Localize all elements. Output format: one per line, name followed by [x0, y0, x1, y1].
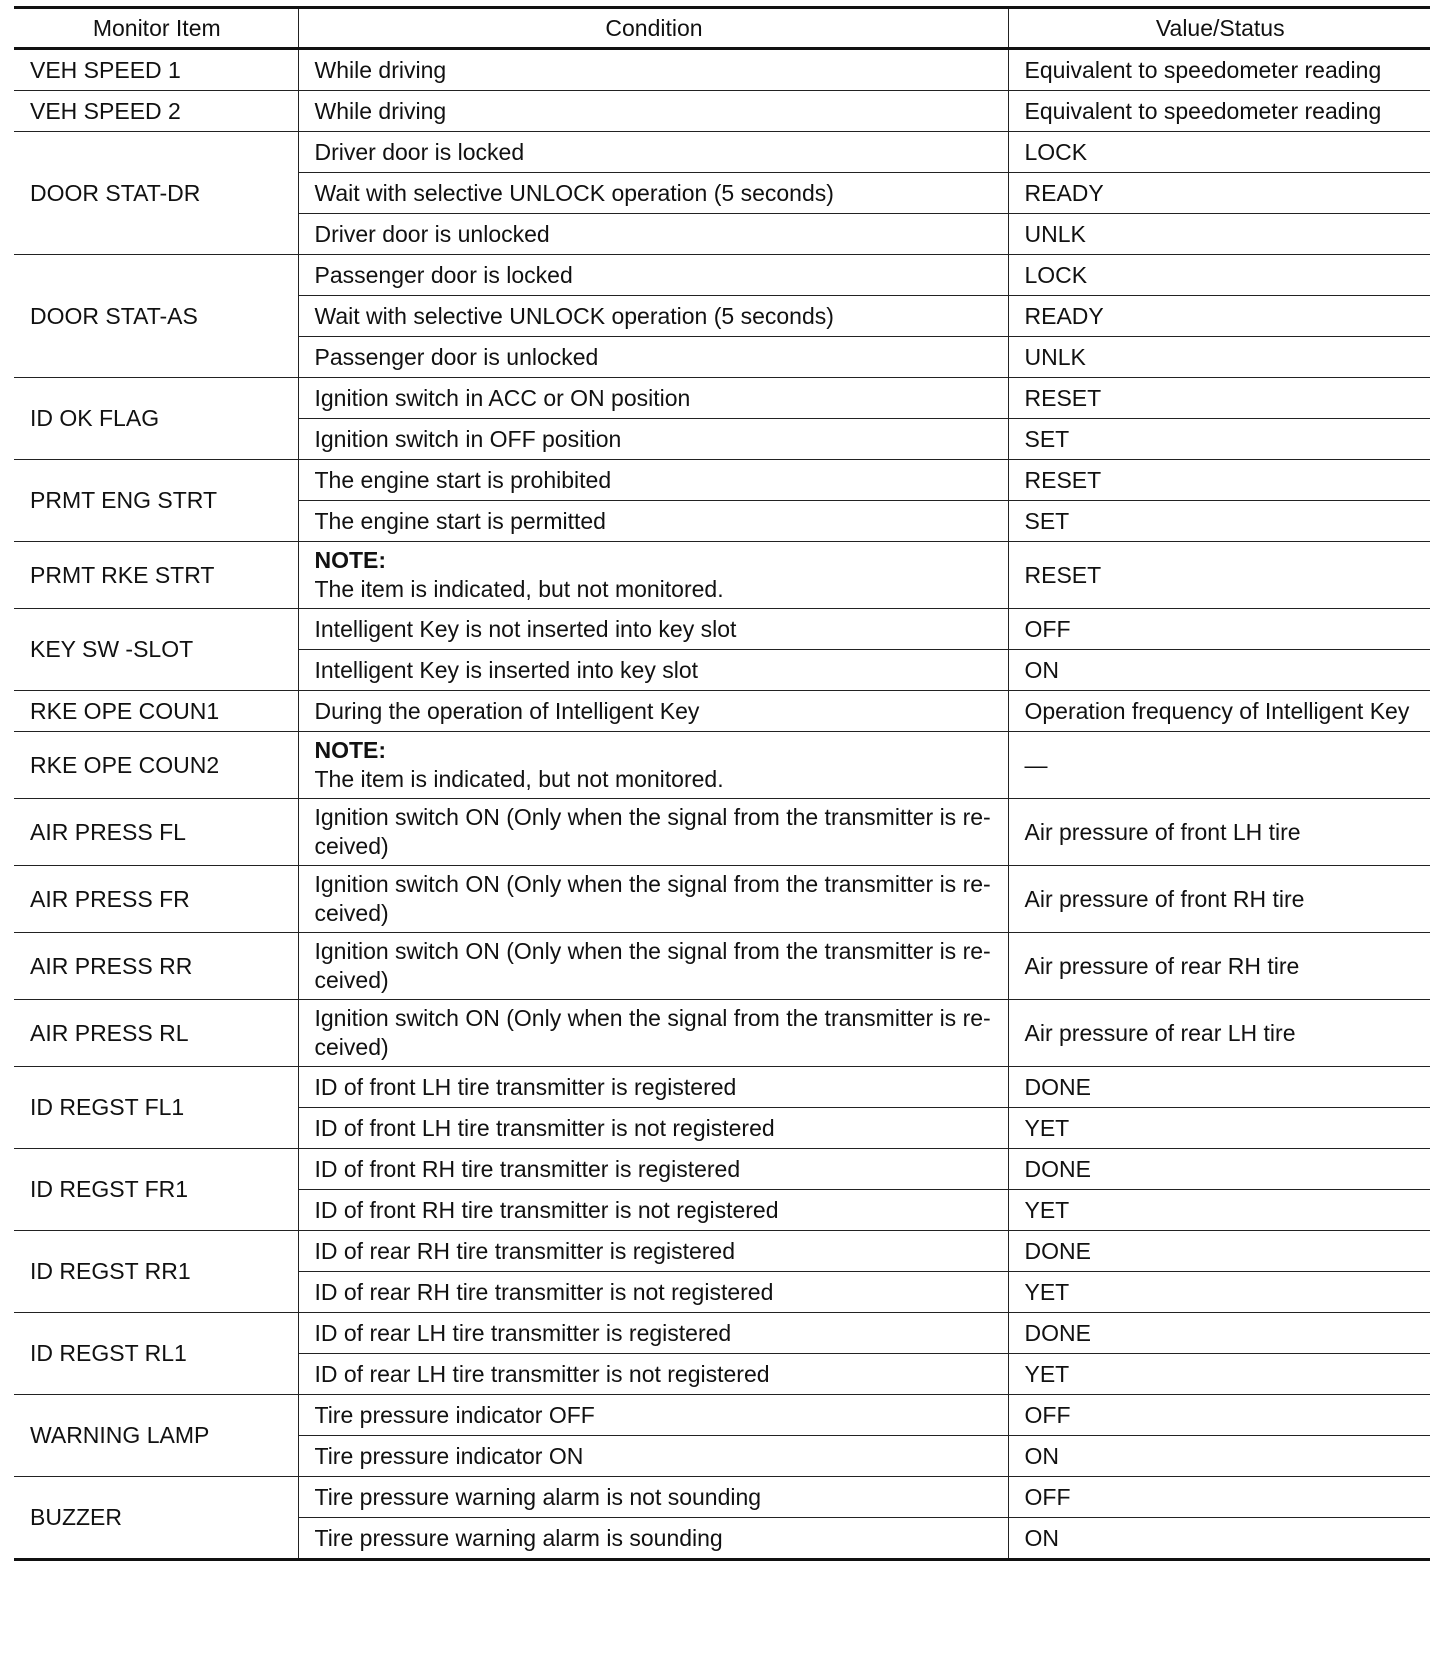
monitor-item-cell: WARNING LAMP: [14, 1395, 298, 1477]
condition-cell: ID of front LH tire transmitter is not registered: [298, 1108, 1008, 1149]
monitor-item-cell: ID REGST RR1: [14, 1231, 298, 1313]
condition-text-line: ceived): [314, 967, 389, 993]
condition-text-line: ceived): [314, 900, 389, 926]
condition-cell: ID of rear RH tire transmitter is registered: [298, 1231, 1008, 1272]
monitor-item-cell: RKE OPE COUN2: [14, 732, 298, 799]
note-text: The item is indicated, but not monitored.: [314, 576, 724, 602]
condition-cell: [298, 732, 1008, 799]
table-row: [14, 609, 1430, 650]
monitor-item-cell: RKE OPE COUN1: [14, 691, 298, 732]
value-status-cell: READY: [1008, 296, 1430, 337]
value-status-cell: LOCK: [1008, 255, 1430, 296]
value-status-cell: OFF: [1008, 609, 1430, 650]
table-row: [14, 1231, 1430, 1272]
value-status-cell: SET: [1008, 501, 1430, 542]
monitor-item-cell: DOOR STAT-DR: [14, 132, 298, 255]
table-row: [14, 1313, 1430, 1354]
monitor-item-cell: BUZZER: [14, 1477, 298, 1560]
value-status-cell: SET: [1008, 419, 1430, 460]
condition-text-line: ceived): [314, 833, 389, 859]
value-status-cell: DONE: [1008, 1149, 1430, 1190]
header-monitor-item: Monitor Item: [14, 8, 298, 49]
condition-cell: ID of front RH tire transmitter is registered: [298, 1149, 1008, 1190]
table-row: [14, 1149, 1430, 1190]
table-row: [14, 1067, 1430, 1108]
value-status-cell: Equivalent to speedometer reading: [1008, 91, 1430, 132]
table-row: [14, 732, 1430, 799]
condition-cell: Ignition switch in ACC or ON position: [298, 378, 1008, 419]
condition-cell: ID of front RH tire transmitter is not registered: [298, 1190, 1008, 1231]
value-status-cell: DONE: [1008, 1313, 1430, 1354]
condition-cell: [298, 1000, 1008, 1067]
monitor-item-table: [14, 6, 1430, 1561]
table-row: [14, 460, 1430, 501]
table-row: [14, 691, 1430, 732]
value-status-cell: Air pressure of rear LH tire: [1008, 1000, 1430, 1067]
condition-cell: Wait with selective UNLOCK operation (5 seconds): [298, 173, 1008, 214]
value-status-cell: —: [1008, 732, 1430, 799]
condition-cell: Tire pressure warning alarm is not sounding: [298, 1477, 1008, 1518]
value-status-cell: RESET: [1008, 460, 1430, 501]
monitor-item-cell: ID OK FLAG: [14, 378, 298, 460]
condition-text-line: Ignition switch ON (Only when the signal from the transmitter is re-: [314, 938, 991, 964]
table-row: [14, 933, 1430, 1000]
condition-text-line: ceived): [314, 1034, 389, 1060]
monitor-item-cell: AIR PRESS RL: [14, 1000, 298, 1067]
value-status-cell: UNLK: [1008, 337, 1430, 378]
condition-cell: Wait with selective UNLOCK operation (5 seconds): [298, 296, 1008, 337]
condition-cell: Intelligent Key is not inserted into key slot: [298, 609, 1008, 650]
condition-cell: Passenger door is locked: [298, 255, 1008, 296]
monitor-item-cell: ID REGST FR1: [14, 1149, 298, 1231]
monitor-item-cell: VEH SPEED 2: [14, 91, 298, 132]
condition-cell: Ignition switch in OFF position: [298, 419, 1008, 460]
table-row: [14, 132, 1430, 173]
value-status-cell: ON: [1008, 650, 1430, 691]
table-row: [14, 542, 1430, 609]
condition-text-line: Ignition switch ON (Only when the signal from the transmitter is re-: [314, 1005, 991, 1031]
table-row: [14, 799, 1430, 866]
condition-cell: Tire pressure warning alarm is sounding: [298, 1518, 1008, 1560]
value-status-cell: READY: [1008, 173, 1430, 214]
table-row: [14, 1477, 1430, 1518]
monitor-item-cell: AIR PRESS RR: [14, 933, 298, 1000]
header-condition: Condition: [298, 8, 1008, 49]
value-status-cell: OFF: [1008, 1395, 1430, 1436]
condition-cell: Intelligent Key is inserted into key slot: [298, 650, 1008, 691]
table-row: [14, 866, 1430, 933]
condition-cell: While driving: [298, 49, 1008, 91]
monitor-item-cell: ID REGST RL1: [14, 1313, 298, 1395]
condition-cell: While driving: [298, 91, 1008, 132]
value-status-cell: YET: [1008, 1108, 1430, 1149]
condition-cell: ID of rear RH tire transmitter is not registered: [298, 1272, 1008, 1313]
condition-cell: [298, 933, 1008, 1000]
monitor-item-cell: KEY SW -SLOT: [14, 609, 298, 691]
table-row: [14, 1395, 1430, 1436]
value-status-cell: RESET: [1008, 378, 1430, 419]
value-status-cell: LOCK: [1008, 132, 1430, 173]
table-row: [14, 49, 1430, 91]
condition-cell: Tire pressure indicator ON: [298, 1436, 1008, 1477]
value-status-cell: RESET: [1008, 542, 1430, 609]
value-status-cell: ON: [1008, 1518, 1430, 1560]
condition-cell: During the operation of Intelligent Key: [298, 691, 1008, 732]
table-row: [14, 1000, 1430, 1067]
monitor-item-cell: PRMT RKE STRT: [14, 542, 298, 609]
value-status-cell: Air pressure of rear RH tire: [1008, 933, 1430, 1000]
condition-cell: ID of rear LH tire transmitter is not registered: [298, 1354, 1008, 1395]
value-status-cell: Operation frequency of Intelligent Key: [1008, 691, 1430, 732]
condition-text-line: Ignition switch ON (Only when the signal from the transmitter is re-: [314, 871, 991, 897]
condition-cell: The engine start is permitted: [298, 501, 1008, 542]
condition-cell: The engine start is prohibited: [298, 460, 1008, 501]
value-status-cell: UNLK: [1008, 214, 1430, 255]
condition-cell: ID of rear LH tire transmitter is registered: [298, 1313, 1008, 1354]
note-label: NOTE:: [314, 737, 387, 763]
table-row: [14, 378, 1430, 419]
header-row: [14, 8, 1430, 49]
value-status-cell: Air pressure of front RH tire: [1008, 866, 1430, 933]
monitor-item-cell: DOOR STAT-AS: [14, 255, 298, 378]
condition-cell: Tire pressure indicator OFF: [298, 1395, 1008, 1436]
header-value-status: Value/Status: [1008, 8, 1430, 49]
condition-text-line: Ignition switch ON (Only when the signal from the transmitter is re-: [314, 804, 991, 830]
monitor-item-cell: AIR PRESS FL: [14, 799, 298, 866]
table-body: [14, 49, 1430, 1560]
value-status-cell: Air pressure of front LH tire: [1008, 799, 1430, 866]
note-label: NOTE:: [314, 547, 387, 573]
note-text: The item is indicated, but not monitored.: [314, 766, 724, 792]
table-row: [14, 91, 1430, 132]
monitor-item-cell: PRMT ENG STRT: [14, 460, 298, 542]
condition-cell: Driver door is unlocked: [298, 214, 1008, 255]
condition-cell: Passenger door is unlocked: [298, 337, 1008, 378]
table-row: [14, 255, 1430, 296]
monitor-item-cell: ID REGST FL1: [14, 1067, 298, 1149]
value-status-cell: ON: [1008, 1436, 1430, 1477]
value-status-cell: YET: [1008, 1272, 1430, 1313]
monitor-item-cell: AIR PRESS FR: [14, 866, 298, 933]
value-status-cell: YET: [1008, 1354, 1430, 1395]
condition-cell: [298, 866, 1008, 933]
condition-cell: [298, 542, 1008, 609]
value-status-cell: OFF: [1008, 1477, 1430, 1518]
table-header: [14, 8, 1430, 49]
value-status-cell: YET: [1008, 1190, 1430, 1231]
value-status-cell: DONE: [1008, 1067, 1430, 1108]
value-status-cell: DONE: [1008, 1231, 1430, 1272]
monitor-item-cell: VEH SPEED 1: [14, 49, 298, 91]
condition-cell: ID of front LH tire transmitter is registered: [298, 1067, 1008, 1108]
value-status-cell: Equivalent to speedometer reading: [1008, 49, 1430, 91]
condition-cell: [298, 799, 1008, 866]
condition-cell: Driver door is locked: [298, 132, 1008, 173]
